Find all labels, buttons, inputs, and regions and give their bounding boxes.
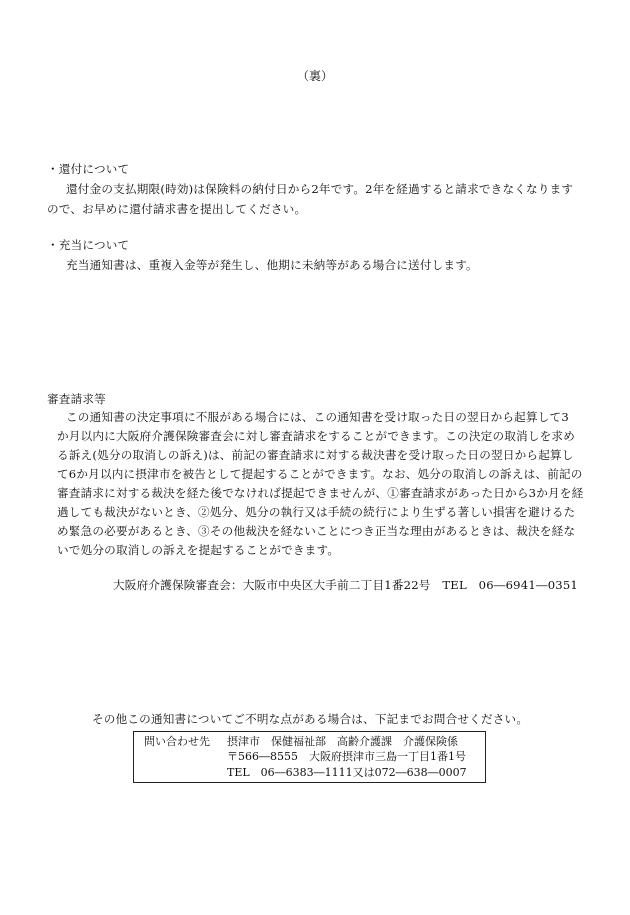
contact-postal-address: 〒566―8555 大阪府摂津市三島一丁目1番1号 [227,750,466,763]
contact-department: 摂津市 保健福祉部 高齢介護課 介護保険係 [227,735,458,748]
page-title: （裏） [296,69,333,83]
review-line-4: て6か月以内に摂津市を被告として提起することができます。なお、処分の取消しの訴えは、前記の [57,467,583,481]
review-board-address: 大阪府介護保険審査会：大阪市中央区大手前二丁目1番22号 TEL 06―6941―0351 [113,578,579,592]
review-line-8: いで処分の取消しの訴えを提起することができます。 [57,543,340,557]
refund-heading: ・還付について [47,162,130,176]
contact-box [133,731,486,783]
review-line-6: 過しても裁決がないとき、②処分、処分の執行又は手続の続行により生ずる著しい損害を避けるた [57,505,576,519]
review-line-1: この通知書の決定事項に不服がある場合には、この通知書を受け取った日の翌日から起算して3 [66,410,569,424]
review-heading: 審査請求等 [47,392,106,406]
refund-line-2: ので、お早めに還付請求書を提出してください。 [47,202,307,216]
review-line-3: る訴え(処分の取消しの訴え)は、前記の審査請求に対する裁決書を受け取った日の翌日から起算し [57,448,574,462]
review-line-2: か月以内に大阪府介護保険審査会に対し審査請求をすることができます。この決定の取消しを求め [57,429,576,443]
review-line-7: め緊急の必要があるとき、③その他裁決を経ないことにつき正当な理由があるときは、裁決を経な [57,524,576,538]
review-line-5: 審査請求に対する裁決を経た後でなければ提起できませんが、①審査請求があった日から3か月を経 [57,486,584,500]
contact-telephone: TEL 06―6383―1111又は072―638―0007 [227,766,467,779]
appropriation-heading: ・充当について [47,238,130,252]
contact-label: 問い合わせ先 [144,735,210,748]
inquiry-intro: その他この通知書についてご不明な点がある場合は、下記までお問合せください。 [92,712,529,726]
appropriation-line-1: 充当通知書は、重複入金等が発生し、他期に未納等がある場合に送付します。 [66,258,478,272]
refund-line-1: 還付金の支払期限(時効)は保険料の納付日から2年です。2年を経過すると請求できなくなります [66,182,574,196]
